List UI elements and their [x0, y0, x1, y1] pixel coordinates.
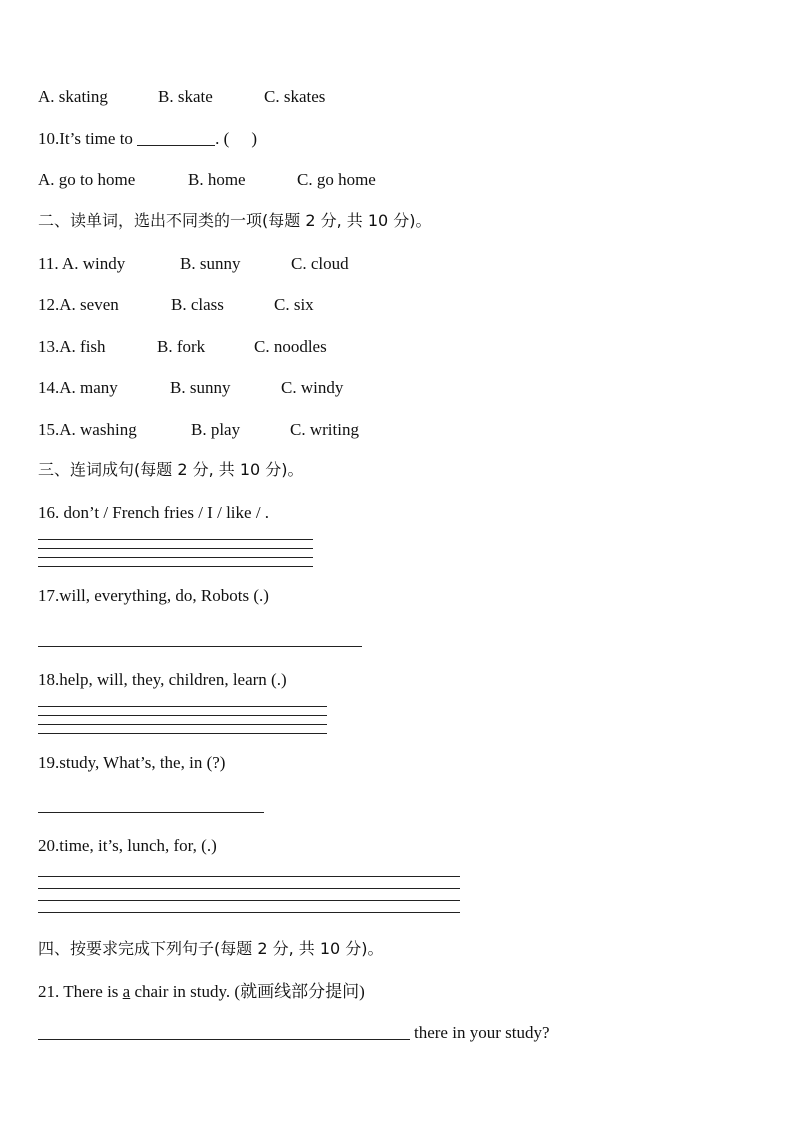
- q10-option-c: C. go home: [297, 170, 376, 189]
- q10-close: ): [251, 129, 258, 148]
- question-19: 19.study, What’s, the, in (?): [38, 753, 226, 772]
- section-3-heading: 三、连词成句(每题 2 分, 共 10 分)。: [38, 460, 304, 479]
- q21-underlined-word: a: [122, 982, 131, 1001]
- q21-prefix: 21. There is: [38, 982, 123, 1001]
- q21-suffix: chair in study. (就画线部分提问): [130, 982, 365, 1001]
- question-16: 16. don’t / French fries / I / like / .: [38, 503, 270, 522]
- q21-answer-blank[interactable]: [38, 1025, 410, 1040]
- q16-answer-lines[interactable]: [38, 539, 313, 567]
- q21-answer-row: [38, 1023, 550, 1043]
- section-2-heading: 二、读单词，选出不同类的一项(每题 2 分, 共 10 分)。: [38, 211, 432, 230]
- q10-prefix: 10.It’s time to: [38, 129, 138, 148]
- question-21: [38, 982, 365, 1002]
- q12-option-b: B. class: [171, 295, 224, 314]
- q10-option-a: A. go to home: [38, 170, 136, 189]
- q9-option-b: B. skate: [158, 87, 213, 106]
- question-17: 17.will, everything, do, Robots (.): [38, 586, 269, 605]
- q10-option-b: B. home: [188, 170, 246, 189]
- question-18: 18.help, will, they, children, learn (.): [38, 670, 287, 689]
- q21-answer-suffix: there in your study?: [414, 1023, 550, 1042]
- q15-option-a: 15.A. washing: [38, 420, 137, 439]
- q14-option-b: B. sunny: [170, 378, 231, 397]
- q13-option-b: B. fork: [157, 337, 206, 356]
- question-20: 20.time, it’s, lunch, for, (.): [38, 836, 217, 855]
- q12-option-a: 12.A. seven: [38, 295, 119, 314]
- q17-answer-line[interactable]: [38, 646, 362, 647]
- q13-option-c: C. noodles: [254, 337, 327, 356]
- q15-option-b: B. play: [191, 420, 241, 439]
- q18-answer-lines[interactable]: [38, 706, 327, 734]
- q14-option-a: 14.A. many: [38, 378, 118, 397]
- q14-option-c: C. windy: [281, 378, 344, 397]
- q11-option-c: C. cloud: [291, 254, 349, 273]
- question-10: [38, 129, 257, 149]
- q15-option-c: C. writing: [290, 420, 359, 439]
- q13-option-a: 13.A. fish: [38, 337, 106, 356]
- q11-option-b: B. sunny: [180, 254, 241, 273]
- q11-option-a: 11. A. windy: [38, 254, 126, 273]
- q10-suffix: . (: [215, 129, 230, 148]
- q10-blank[interactable]: [137, 131, 215, 146]
- q12-option-c: C. six: [274, 295, 314, 314]
- q20-answer-lines[interactable]: [38, 876, 460, 913]
- q19-answer-line[interactable]: [38, 812, 264, 813]
- q9-option-c: C. skates: [264, 87, 326, 106]
- q9-option-a: A. skating: [38, 87, 108, 106]
- section-4-heading: 四、按要求完成下列句子(每题 2 分, 共 10 分)。: [38, 939, 384, 958]
